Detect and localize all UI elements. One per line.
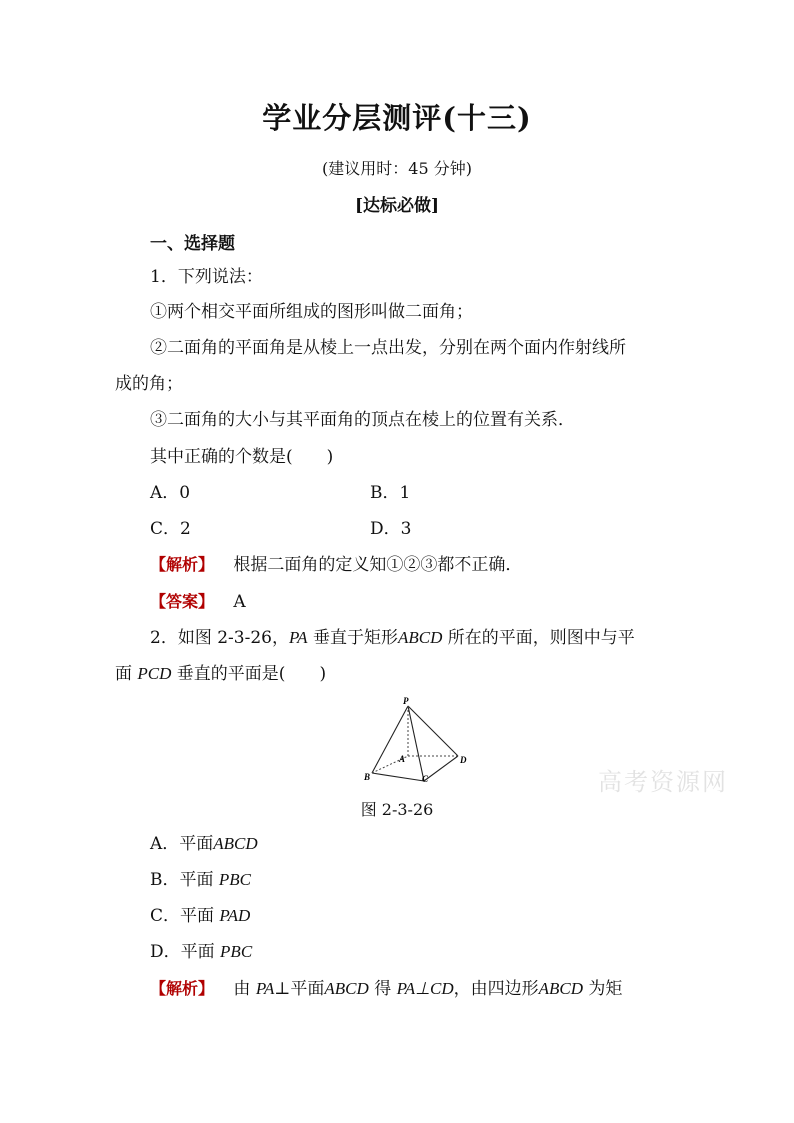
edge-pc	[408, 706, 424, 781]
edge-pd	[408, 706, 458, 756]
q2-analysis-3: 得	[368, 979, 397, 999]
label-p: P	[403, 696, 409, 706]
q1-statement-3: ③二面角的大小与其平面角的顶点在棱上的位置有关系．	[150, 410, 575, 430]
q2-option-a-prefix: A．平面	[150, 834, 214, 854]
q2-analysis-4: ，由四边形	[453, 979, 539, 999]
q1-analysis	[150, 553, 522, 577]
q2-stem-pcd: PCD	[137, 664, 172, 683]
q2-option-d-value: PBC	[220, 942, 253, 961]
q2-option-c-prefix: C．平面	[150, 906, 220, 926]
q2-stem-line-2	[115, 662, 326, 686]
page-title: 学业分层测评(十三)	[262, 101, 532, 135]
q2-stem-b2: 垂直的平面是( )	[171, 664, 327, 684]
q1-statement-1: ①两个相交平面所组成的图形叫做二面角；	[150, 302, 473, 322]
q2-stem-a3: 所在的平面，则图中与平	[442, 628, 635, 648]
q1-option-a: A．0	[150, 483, 191, 503]
q2-analysis-pacd: PA⊥CD	[396, 979, 454, 998]
q2-stem-a2: 垂直于矩形	[307, 628, 398, 648]
q2-option-d-prefix: D．平面	[150, 942, 221, 962]
label-a: A	[399, 754, 406, 764]
q1-analysis-text: 根据二面角的定义知①②③都不正确．	[233, 555, 523, 575]
q2-option-b-prefix: B．平面	[150, 870, 219, 890]
q2-stem-abcd: ABCD	[397, 628, 443, 647]
q2-stem-pa: PA	[288, 628, 308, 647]
q1-option-c: C．2	[150, 519, 191, 539]
q2-stem-a1: 2．如图 2-3-26，	[150, 628, 289, 648]
q1-question: 其中正确的个数是( )	[150, 447, 334, 467]
label-b: B	[364, 772, 371, 782]
q2-option-c	[150, 904, 250, 928]
figure-caption: 图 2-3-26	[360, 800, 434, 819]
q2-option-a	[150, 832, 258, 856]
q2-stem-b1: 面	[115, 664, 138, 684]
q1-statement-2b: 成的角；	[115, 374, 183, 394]
q1-analysis-tag: 【解析】	[150, 555, 215, 574]
q2-option-c-value: PAD	[219, 906, 251, 925]
q2-analysis-2: ⊥平面	[274, 979, 325, 999]
pyramid-figure	[362, 694, 474, 786]
q2-option-b	[150, 868, 251, 892]
suggested-time: (建议用时：45 分钟)	[322, 159, 472, 178]
q2-analysis-abcd-1: ABCD	[324, 979, 369, 998]
q1-answer-text: A	[233, 592, 246, 612]
edge-bc	[372, 773, 424, 781]
q1-option-b: B．1	[370, 483, 411, 503]
label-d: D	[460, 755, 467, 765]
q1-statement-2a: ②二面角的平面角是从棱上一点出发，分别在两个面内作射线所	[150, 338, 626, 358]
section-tag: [达标必做]	[354, 196, 440, 216]
q1-stem: 1．下列说法：	[150, 267, 263, 287]
q2-option-a-value: ABCD	[213, 834, 258, 853]
q2-analysis-abcd-2: ABCD	[538, 979, 584, 998]
q2-analysis-tag: 【解析】	[150, 979, 215, 998]
q1-answer	[150, 590, 246, 614]
q2-analysis-pa: PA	[255, 979, 275, 998]
q2-analysis	[150, 977, 622, 1001]
watermark: 高考资源网	[598, 768, 728, 796]
q2-analysis-5: 为矩	[583, 979, 623, 999]
q2-analysis-1: 由	[233, 979, 256, 999]
label-c: C	[422, 774, 429, 784]
q1-answer-tag: 【答案】	[150, 592, 215, 611]
q1-option-d: D．3	[370, 519, 412, 539]
q2-stem-line-1	[150, 626, 635, 650]
q2-option-b-value: PBC	[218, 870, 252, 889]
edge-cd	[424, 756, 458, 781]
section-heading: 一、选择题	[150, 234, 235, 254]
q2-option-d	[150, 940, 252, 964]
